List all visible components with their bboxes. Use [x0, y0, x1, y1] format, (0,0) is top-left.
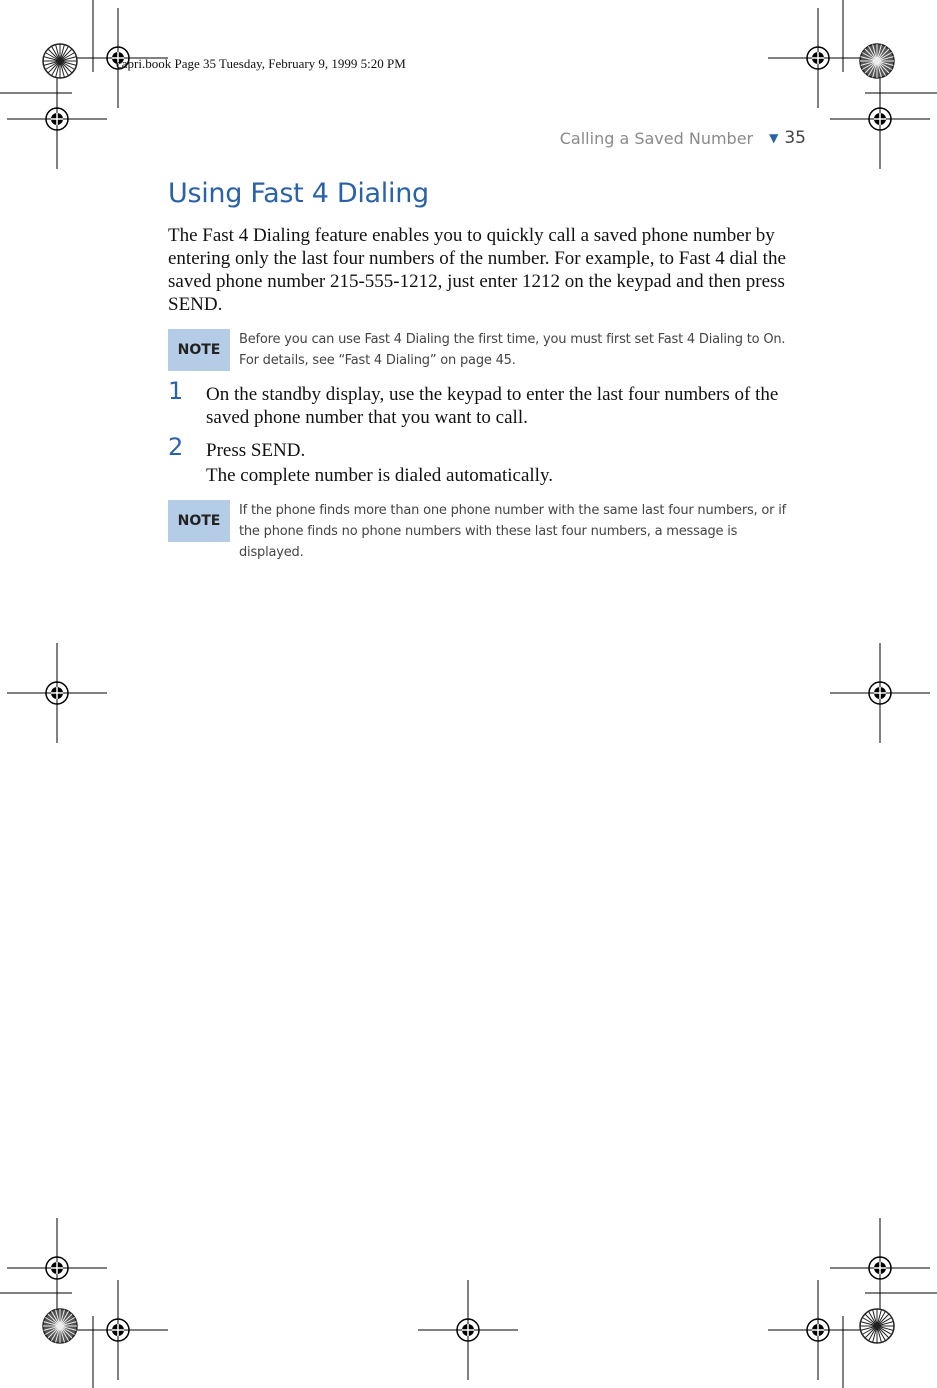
color-wheel-icon [43, 44, 77, 78]
note-badge: NOTE [168, 500, 230, 542]
note-text: If the phone finds more than one phone number with the same last four numbers, or if the phone finds no phone numbers with these last four numbers, a message is displayed. [239, 503, 787, 560]
step-1 [168, 377, 808, 429]
registration-target-icon [7, 643, 107, 743]
registration-stamp: capri.book Page 35 Tuesday, February 9, 1999 5:20 PM [116, 56, 406, 71]
registration-target-icon [7, 1218, 107, 1318]
registration-target-icon [830, 1218, 930, 1318]
color-wheel-icon [860, 1309, 894, 1343]
step-text: On the standby display, use the keypad to enter the last four numbers of the saved phone number that you want to call. [206, 384, 779, 428]
registration-target-icon [68, 1280, 168, 1380]
registration-target-icon [418, 1280, 518, 1380]
note-badge: NOTE [168, 329, 230, 371]
step-text: Press SEND. [206, 440, 306, 461]
running-header [560, 128, 806, 148]
page-title: Using Fast 4 Dialing [168, 178, 429, 209]
registration-target-icon [768, 1280, 868, 1380]
note-box-2 [168, 500, 798, 563]
triangle-down-icon: ▼ [769, 131, 779, 145]
registration-target-icon [768, 8, 868, 108]
registration-target-icon [7, 69, 107, 169]
running-header-section: Calling a Saved Number [559, 128, 754, 148]
color-wheel-icon [43, 1309, 77, 1343]
step-2 [168, 433, 808, 487]
step-number: 2 [168, 433, 184, 461]
page-number: 35 [784, 128, 806, 148]
intro-paragraph: The Fast 4 Dialing feature enables you to quickly call a saved phone number by entering only the last four numbers of the number. For example, to Fast 4 dial the saved phone number 215-555-1212, just enter 1212 on the keypad and then press SEND. [168, 225, 786, 315]
note-box-1 [168, 329, 798, 371]
note-text: Before you can use Fast 4 Dialing the first time, you must first set Fast 4 Dialing to On. For details, see “Fast 4 Dialing” on page 45. [239, 332, 786, 368]
step-number: 1 [168, 377, 184, 405]
step-result: The complete number is dialed automatically. [206, 465, 553, 486]
color-wheel-icon [860, 44, 894, 78]
registration-target-icon [830, 69, 930, 169]
registration-target-icon [830, 643, 930, 743]
